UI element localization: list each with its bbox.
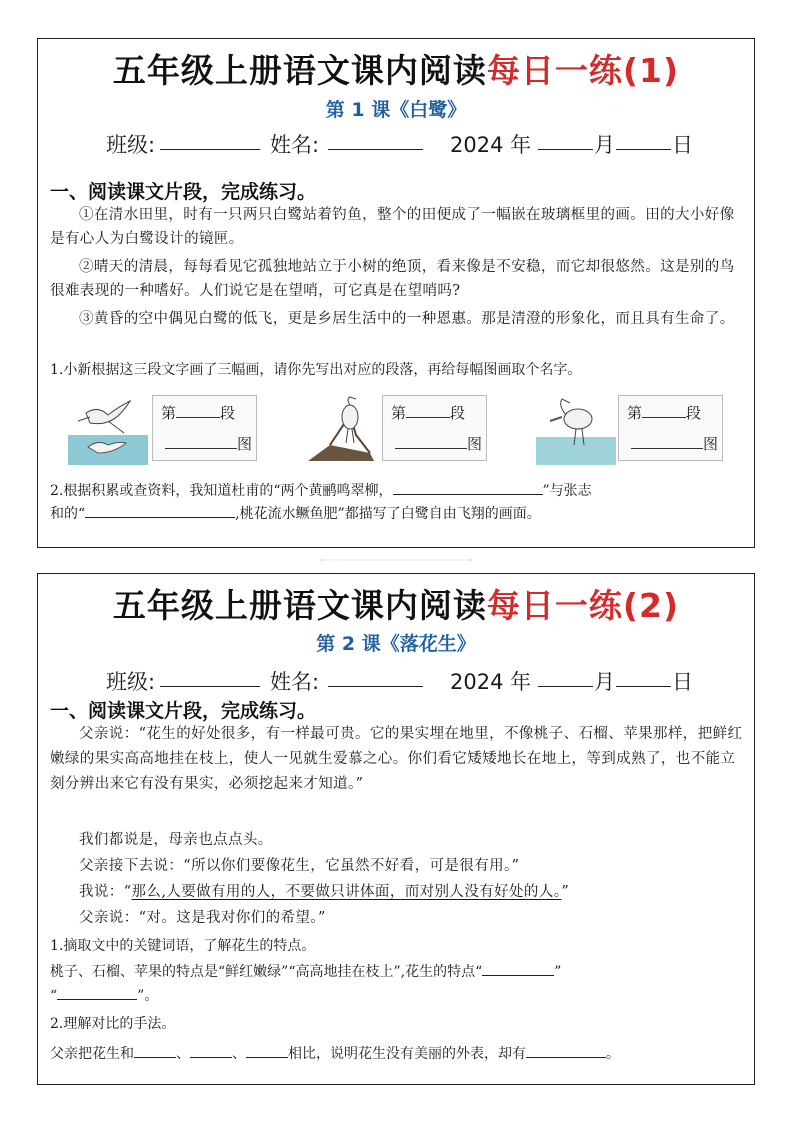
day-label: 日 bbox=[672, 133, 693, 157]
paragraph-3: 父亲接下去说：“所以你们要像花生，它虽然不好看，可是很有用。” bbox=[79, 858, 520, 874]
class-label: 班级: bbox=[106, 670, 156, 694]
class-label: 班级: bbox=[106, 133, 156, 157]
question-2-line-1: 2.根据积累或查资料，我知道杜甫的“两个黄鹂鸣翠柳， ”与张志 bbox=[50, 479, 750, 503]
year-label: 2024 年 bbox=[450, 670, 532, 694]
title-main: 五年级上册语文课内阅读 bbox=[112, 51, 487, 90]
month-label: 月 bbox=[594, 133, 615, 157]
box-tu-label: 图 bbox=[702, 435, 718, 453]
worksheet-card-2 bbox=[37, 573, 755, 1085]
question-2: 2.理解对比的手法。 bbox=[50, 1016, 176, 1032]
lesson-title: 第 2 课《落花生》 bbox=[316, 633, 476, 655]
box-duan-label: 段 bbox=[686, 404, 702, 422]
question-1-line-2: “ ”。 bbox=[50, 984, 750, 1008]
question-1: 1.小新根据这三段文字画了三幅画，请你先写出对应的段落，再给每幅图画取个名字。 bbox=[50, 362, 582, 378]
egret-perched-illustration bbox=[300, 395, 380, 465]
class-field[interactable] bbox=[160, 131, 260, 150]
q2-blank-2[interactable] bbox=[85, 503, 235, 518]
box-tu-label: 图 bbox=[466, 435, 482, 453]
underlined-quote: 那么,人要做有用的人，不要做只讲体面，而对别人没有好处的人。 bbox=[131, 884, 562, 900]
paragraph-2: 我们都说是，母亲也点点头。 bbox=[79, 832, 273, 848]
question-1: 1.摘取文中的关键词语，了解花生的特点。 bbox=[50, 938, 316, 954]
section-heading: 一、阅读课文片段，完成练习。 bbox=[50, 700, 317, 722]
q2-blank-1[interactable] bbox=[134, 1043, 176, 1058]
title-highlight: 每日一练(2) bbox=[486, 586, 680, 625]
q1-blank-2[interactable] bbox=[57, 985, 137, 1000]
egret-flying-illustration bbox=[68, 395, 148, 465]
picture-group-3 bbox=[536, 395, 736, 470]
name-field[interactable] bbox=[328, 131, 423, 150]
name-label: 姓名: bbox=[270, 133, 320, 157]
answer-box-1[interactable] bbox=[152, 395, 257, 461]
day-label: 日 bbox=[672, 670, 693, 694]
month-field[interactable] bbox=[538, 131, 593, 150]
answer-box-3[interactable] bbox=[618, 395, 723, 461]
box-tu-label: 图 bbox=[236, 435, 252, 453]
question-2-line: 父亲把花生和 、 、 相比，说明花生没有美丽的外表，却有 。 bbox=[50, 1042, 750, 1066]
worksheet-title bbox=[38, 580, 754, 627]
box-duan-label: 段 bbox=[220, 404, 236, 422]
worksheet-card-1 bbox=[37, 38, 755, 548]
box-duan-label: 段 bbox=[450, 404, 466, 422]
day-field[interactable] bbox=[616, 668, 671, 687]
section-divider bbox=[20, 559, 773, 561]
paragraph-1: 父亲说：“花生的好处很多，有一样最可贵。它的果实埋在地里，不像桃子、石榴、苹果那样，把鲜红嫩绿的果实高高地挂在枝上，使人一见就生爱慕之心。你们看它矮矮地长在地上，等到成熟了，也不能立刻分辨出来它有没有果实，必须挖起来才知道。” bbox=[50, 726, 743, 792]
egret-fishing-illustration bbox=[536, 395, 616, 465]
question-2-line-2: 和的“ ,桃花流水鳜鱼肥”都描写了白鹭自由飞翔的画面。 bbox=[50, 502, 750, 526]
box-di-label: 第 bbox=[627, 404, 643, 422]
q2-blank-4[interactable] bbox=[526, 1043, 606, 1058]
title-highlight: 每日一练(1) bbox=[486, 51, 680, 90]
month-field[interactable] bbox=[538, 668, 593, 687]
paragraph-3: ③黄昏的空中偶见白鹭的低飞，更是乡居生活中的一种恩惠。那是清澄的形象化，而且具有生命了。 bbox=[79, 311, 735, 327]
month-label: 月 bbox=[594, 670, 615, 694]
worksheet-title bbox=[38, 45, 754, 92]
q2-blank-3[interactable] bbox=[246, 1043, 288, 1058]
q2-blank-2[interactable] bbox=[190, 1043, 232, 1058]
year-label: 2024 年 bbox=[450, 133, 532, 157]
title-main: 五年级上册语文课内阅读 bbox=[112, 586, 487, 625]
name-label: 姓名: bbox=[270, 670, 320, 694]
q2-blank-1[interactable] bbox=[393, 480, 543, 495]
box-di-label: 第 bbox=[391, 404, 407, 422]
lesson-title: 第 1 课《白鹭》 bbox=[325, 99, 467, 121]
name-field[interactable] bbox=[328, 668, 423, 687]
question-1-line: 桃子、石榴、苹果的特点是“鲜红嫩绿”“高高地挂在枝上”,花生的特点“ ” bbox=[50, 960, 750, 984]
paragraph-5: 父亲说：“对。这是我对你们的希望。” bbox=[79, 910, 326, 926]
paragraph-1: ①在清水田里，时有一只两只白鹭站着钓鱼，整个的田便成了一幅嵌在玻璃框里的画。田的大小好像是有心人为白鹭设计的镜匣。 bbox=[50, 207, 735, 247]
box-di-label: 第 bbox=[161, 404, 177, 422]
picture-group-1 bbox=[68, 395, 258, 470]
q1-blank-1[interactable] bbox=[482, 961, 554, 976]
section-heading: 一、阅读课文片段，完成练习。 bbox=[50, 181, 317, 203]
class-field[interactable] bbox=[160, 668, 260, 687]
picture-group-2 bbox=[300, 395, 490, 470]
paragraph-4: 我说：“那么,人要做有用的人，不要做只讲体面，而对别人没有好处的人。” bbox=[79, 884, 570, 900]
paragraph-2: ②晴天的清晨，每每看见它孤独地站立于小树的绝顶，看来像是不安稳，而它却很悠然。这是别的鸟很难表现的一种嗜好。人们说它是在望哨，可它真是在望哨吗? bbox=[50, 259, 735, 299]
day-field[interactable] bbox=[616, 131, 671, 150]
answer-box-2[interactable] bbox=[382, 395, 487, 461]
